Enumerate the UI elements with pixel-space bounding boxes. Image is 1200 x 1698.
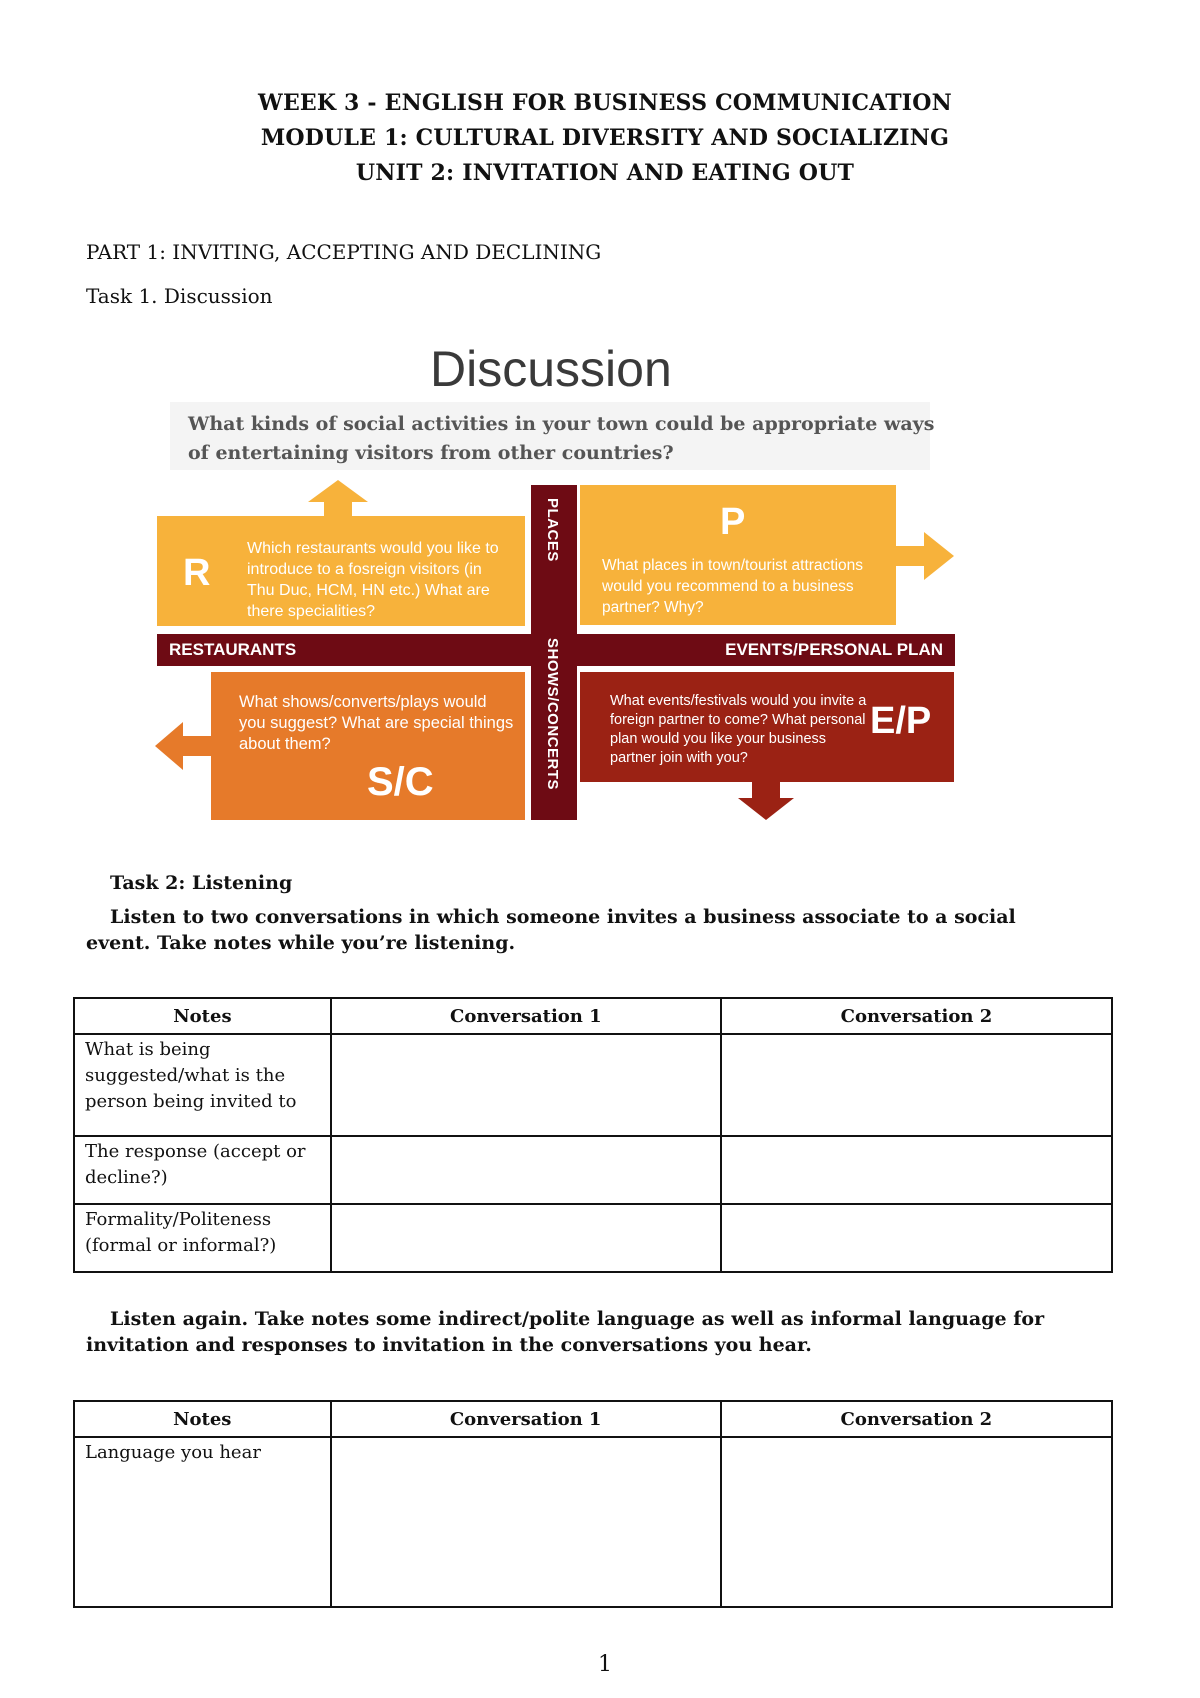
conversation-1-cell[interactable]	[331, 1034, 721, 1136]
conversation-2-cell[interactable]	[721, 1034, 1112, 1136]
instruction-2: Listen again. Take notes some indirect/polite language as well as informal language for invitation and responses to invitation in the conversations you hear.	[86, 1308, 1045, 1356]
shows-letter: S/C	[367, 760, 434, 804]
table-header-row	[74, 1401, 1112, 1437]
row-label: What is being suggested/what is the person being invited to	[74, 1034, 331, 1136]
table-header-row	[74, 998, 1112, 1034]
vertical-label-places: PLACES	[544, 498, 561, 562]
events-letter: E/P	[870, 700, 932, 742]
task-2-title: Task 2: Listening	[110, 872, 293, 894]
places-letter: P	[720, 501, 746, 543]
row-label: The response (accept or decline?)	[74, 1136, 331, 1204]
bar-label-restaurants: RESTAURANTS	[169, 640, 297, 659]
bar-label-events: EVENTS/PERSONAL PLAN	[725, 640, 943, 659]
row-label: Language you hear	[74, 1437, 331, 1607]
table-header-notes: Notes	[74, 998, 331, 1034]
table-row	[74, 1034, 1112, 1136]
task-2-instruction: Listen to two conversations in which someone invites a business associate to a social event. Take notes while you’re listening.	[86, 906, 1016, 954]
language-notes-table	[73, 1400, 1113, 1608]
table-row	[74, 1136, 1112, 1204]
conversation-2-cell[interactable]	[721, 1136, 1112, 1204]
places-box	[580, 485, 896, 625]
restaurants-text: Which restaurants would you like to introduce to a fosreign visitors (in Thu Duc, HCM, HN etc.) What are there specialities?	[247, 540, 499, 620]
shows-box	[211, 672, 525, 820]
table-row	[74, 1204, 1112, 1272]
down-arrow-icon	[738, 780, 794, 820]
page-number: 1	[598, 1652, 612, 1677]
table-header-conversation-1: Conversation 1	[331, 998, 721, 1034]
vertical-label-shows-text: SHOWS/CONCERTS	[544, 638, 561, 791]
conversation-1-cell[interactable]	[331, 1204, 721, 1272]
table-header-conversation-2: Conversation 2	[721, 998, 1112, 1034]
conversation-2-cell[interactable]	[721, 1437, 1112, 1607]
left-arrow-icon	[155, 722, 213, 770]
row-label: Formality/Politeness (formal or informal?)	[74, 1204, 331, 1272]
conversation-1-cell[interactable]	[331, 1437, 721, 1607]
header-line-2: MODULE 1: CULTURAL DIVERSITY AND SOCIALIZING	[260, 125, 950, 151]
figure-question: What kinds of social activities in your town could be appropriate ways of entertaining visitors from other countries?	[188, 413, 935, 464]
table-header-notes: Notes	[74, 1401, 331, 1437]
places-text: What places in town/tourist attractions would you recommend to a business partner? Why?	[602, 557, 864, 616]
vertical-label-shows	[544, 638, 561, 790]
listening-notes-table	[73, 997, 1113, 1273]
table-header-conversation-2: Conversation 2	[721, 1401, 1112, 1437]
shows-text: What shows/converts/plays would you suggest? What are special things about them?	[239, 693, 514, 753]
table-header-conversation-1: Conversation 1	[331, 1401, 721, 1437]
up-arrow-icon	[308, 480, 368, 518]
right-arrow-icon	[894, 532, 954, 580]
header-line-1: WEEK 3 - ENGLISH FOR BUSINESS COMMUNICATION	[258, 90, 952, 116]
figure-title: Discussion	[430, 341, 672, 397]
restaurants-letter: R	[183, 552, 211, 594]
part-1-title: PART 1: INVITING, ACCEPTING AND DECLINING	[86, 240, 602, 264]
conversation-2-cell[interactable]	[721, 1204, 1112, 1272]
restaurants-box	[157, 516, 525, 626]
task-1-title: Task 1. Discussion	[86, 284, 273, 308]
events-box	[580, 672, 954, 782]
events-text: What events/festivals would you invite a foreign partner to come? What personal plan would you like your business partner join with you?	[610, 693, 867, 766]
conversation-1-cell[interactable]	[331, 1136, 721, 1204]
header-line-3: UNIT 2: INVITATION AND EATING OUT	[355, 160, 855, 186]
table-row	[74, 1437, 1112, 1607]
